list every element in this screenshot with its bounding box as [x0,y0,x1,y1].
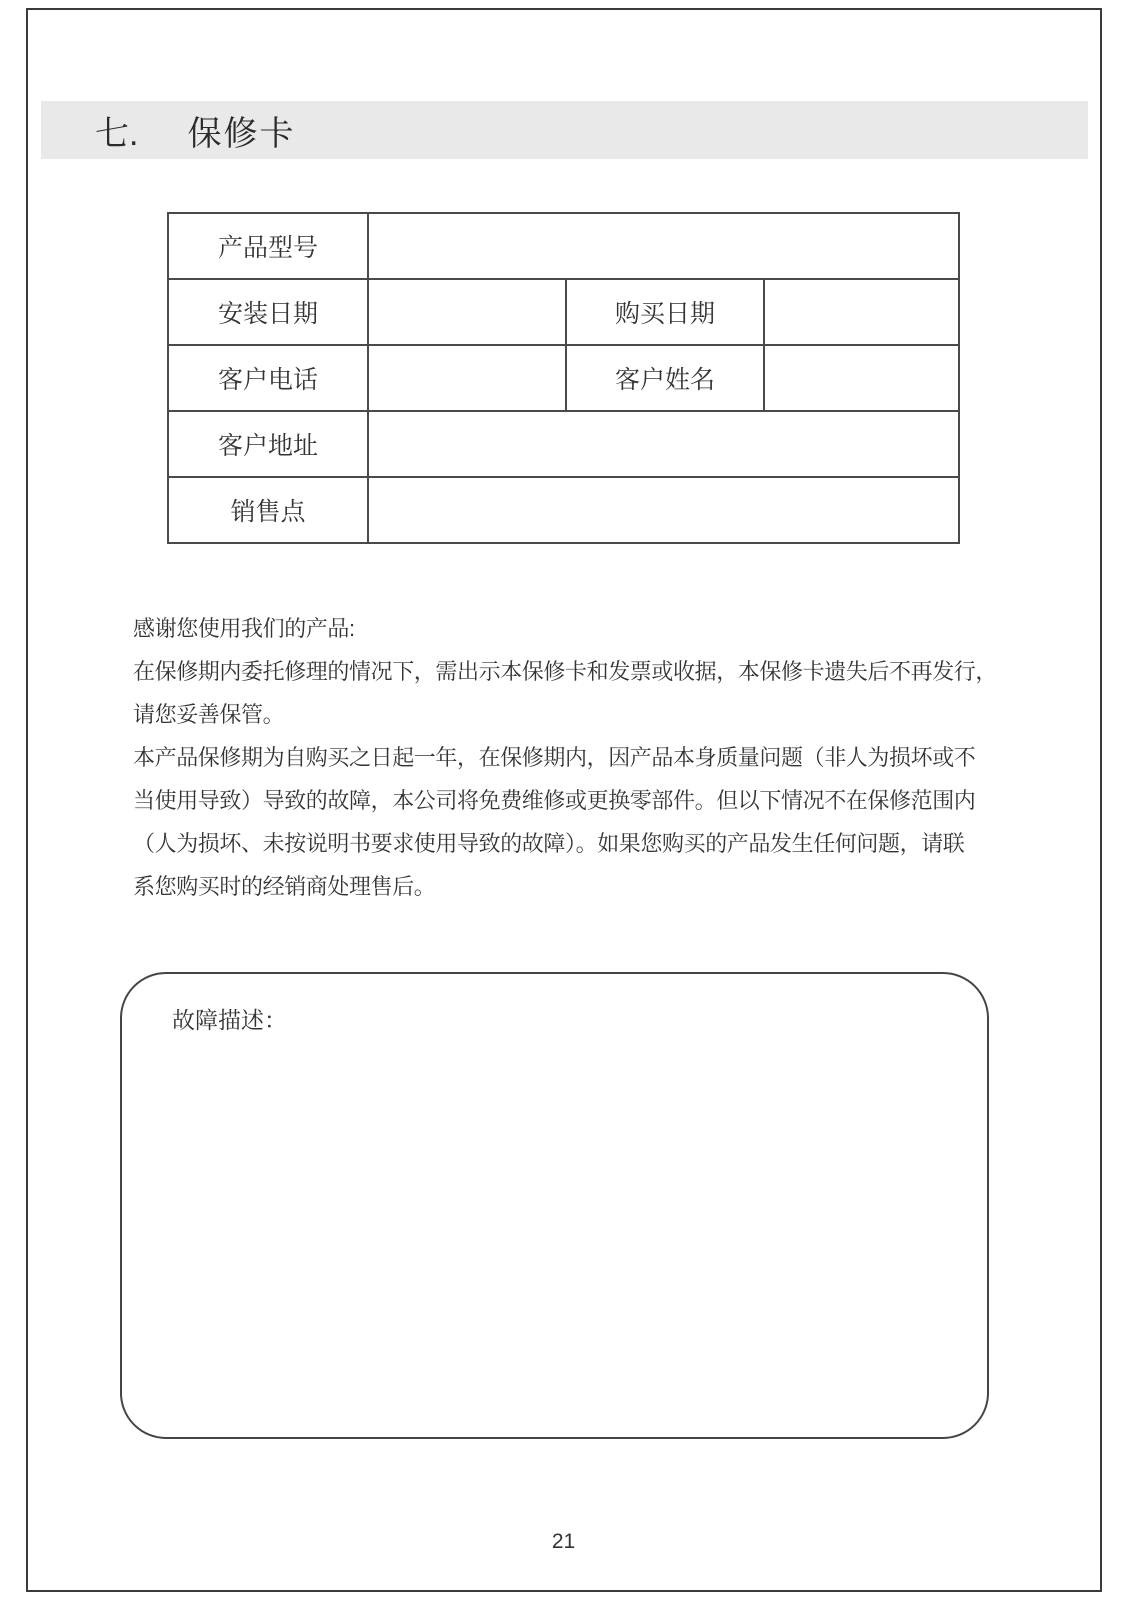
customer-phone-value [368,345,566,411]
table-row-customer [168,345,959,411]
warranty-table [167,212,960,544]
notes-line: 感谢您使用我们的产品: [133,616,355,641]
notes-line: 本产品保修期为自购买之日起一年，在保修期内，因产品本身质量问题（非人为损坏或不 [133,745,976,770]
sales-point-value [368,477,959,543]
table-row-product-model [168,213,959,279]
section-title: 保修卡 [187,114,296,153]
product-model-value [368,213,959,279]
notes-line: 请您妥善保管。 [133,702,285,727]
section-number: 七. [95,114,139,153]
purchase-date-label: 购买日期 [566,279,764,345]
notes-line: （人为损坏、未按说明书要求使用导致的故障）。如果您购买的产品发生任何问题，请联 [133,831,965,856]
notes-line: 系您购买时的经销商处理售后。 [133,874,436,899]
customer-address-label: 客户地址 [168,411,368,477]
page-number: 21 [551,1530,576,1553]
product-model-label: 产品型号 [168,213,368,279]
customer-address-value [368,411,959,477]
section-header-bar [41,101,1088,159]
notes-line: 在保修期内委托修理的情况下，需出示本保修卡和发票或收据，本保修卡遗失后不再发行， [133,659,998,684]
customer-name-label: 客户姓名 [566,345,764,411]
install-date-value [368,279,566,345]
install-date-label: 安装日期 [168,279,368,345]
fault-description-label: 故障描述： [172,1007,287,1033]
purchase-date-value [764,279,959,345]
customer-name-value [764,345,959,411]
table-row-dates [168,279,959,345]
sales-point-label: 销售点 [168,477,368,543]
customer-phone-label: 客户电话 [168,345,368,411]
fault-description-box [120,972,989,1439]
table-row-address [168,411,959,477]
warranty-notes [133,607,1033,908]
notes-line: 当使用导致）导致的故障，本公司将免费维修或更换零部件。但以下情况不在保修范围内 [133,788,976,813]
table-row-sales-point [168,477,959,543]
